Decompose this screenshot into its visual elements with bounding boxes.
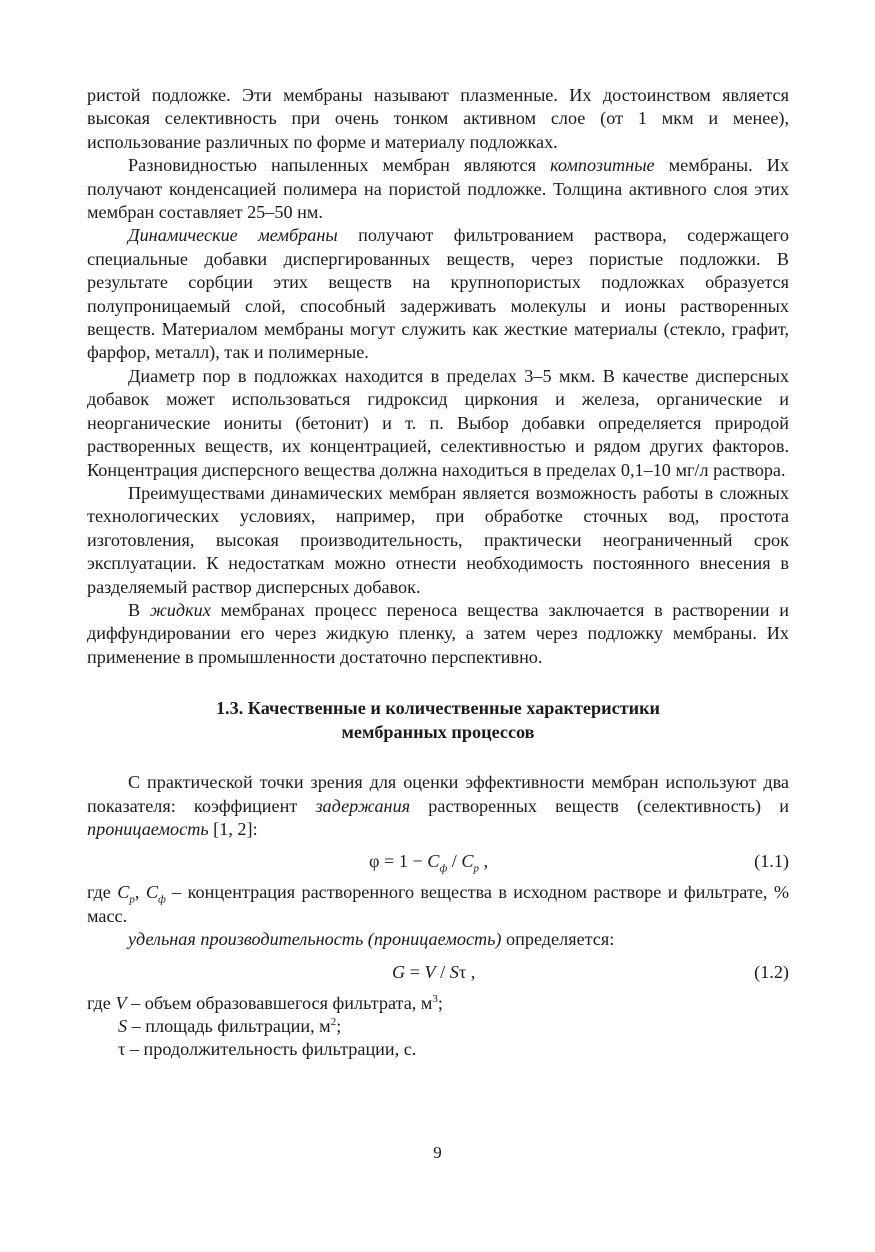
definition-line: τ – продолжительность фильтрации, с. — [118, 1039, 417, 1060]
paragraph: Динамические мембраны получают фильтрованием раствора, содержащего специальные добавки диспергированных веществ, через пористые подложки. В результате сорбции этих веществ на крупнопористых подложках образуется полупроницаемый слой, способный задерживать молекулы и ионы растворенных веществ. Материалом мембраны могут служить как жесткие материалы (стекло, графит, фарфор, металл), так и полимерные. — [87, 225, 789, 363]
paragraph: Преимуществами динамических мембран является возможность работы в сложных технологических условиях, например, при обработке сточных вод, простота изготовления, высокая производительность, практически неограниченный срок эксплуатации. К недостаткам можно отнести необходимость постоянного внесения в разделяемый раствор дисперсных добавок. — [87, 482, 789, 597]
term-emphasis: проницаемость — [87, 818, 209, 839]
page-body — [87, 84, 789, 1062]
paragraph: В жидких мембранах процесс переноса вещества заключается в растворении и диффундировании его через жидкую пленку, а затем через подложку мембраны. Их применение в промышленности достаточно перспективно. — [87, 599, 789, 667]
term-emphasis: удельная производительность (проницаемость) — [128, 929, 502, 950]
paragraph: удельная производительность (проницаемость) определяется: — [128, 929, 615, 950]
section-heading-line: 1.3. Качественные и количественные характеристики — [215, 698, 661, 719]
paragraph: где $C_р$, $C_ф$ – концентрация растворенного вещества в исходном растворе и фильтрате, % масс. — [87, 882, 789, 926]
term-emphasis: жидких — [149, 599, 211, 620]
term-emphasis: композитные — [550, 155, 655, 176]
definition-line: S – площадь фильтрации, $м^2$; — [118, 1015, 342, 1036]
section-heading — [87, 696, 789, 744]
term-emphasis: задержания — [315, 795, 411, 816]
paragraph: Разновидностью напыленных мембран являются композитные мембраны. Их получают конденсацией полимера на пористой подложке. Толщина активного слоя этих мембран составляет 25–50 нм. — [87, 155, 789, 223]
page-number: 9 — [433, 1143, 442, 1162]
paragraph: Диаметр пор в подложках находится в пределах 3–5 мкм. В качестве дисперсных добавок может использоваться гидроксид циркония и железа, органические и неорганические иониты (бетонит) и т. п. Выбор добавки определяется природой растворенных веществ, их концентрацией, селективностью и рядом других факторов. Концентрация дисперсного вещества должна находиться в пределах 0,1–10 мг/л раствора. — [87, 365, 789, 480]
formula-number: (1.1) — [754, 851, 789, 872]
definition-line: где V – объем образовавшегося фильтрата, $м^3$; — [87, 992, 443, 1013]
section-heading-line: мембранных процессов — [341, 722, 535, 743]
paragraph: С практической точки зрения для оценки эффективности мембран используют два показателя: коэффициент задержания растворенных веществ (селективность) и проницаемость [1, 2]: — [87, 772, 789, 839]
formula-number: (1.2) — [754, 961, 789, 982]
formula-1-1 — [87, 841, 789, 881]
formula-1-2 — [87, 952, 789, 992]
formula-expression: G = V / Sτ , — [392, 961, 476, 982]
variable-definitions — [87, 992, 789, 1062]
formula-expression: $\varphi = 1 - C_ф / C_р$ , — [369, 851, 489, 876]
term-emphasis: Динамические мембраны — [128, 225, 338, 246]
paragraph: ристой подложке. Эти мембраны называют плазменные. Их достоинством является высокая селективность при очень тонком активном слое (от 1 мкм и менее), использование различных по форме и материалу подложках. — [87, 85, 789, 152]
